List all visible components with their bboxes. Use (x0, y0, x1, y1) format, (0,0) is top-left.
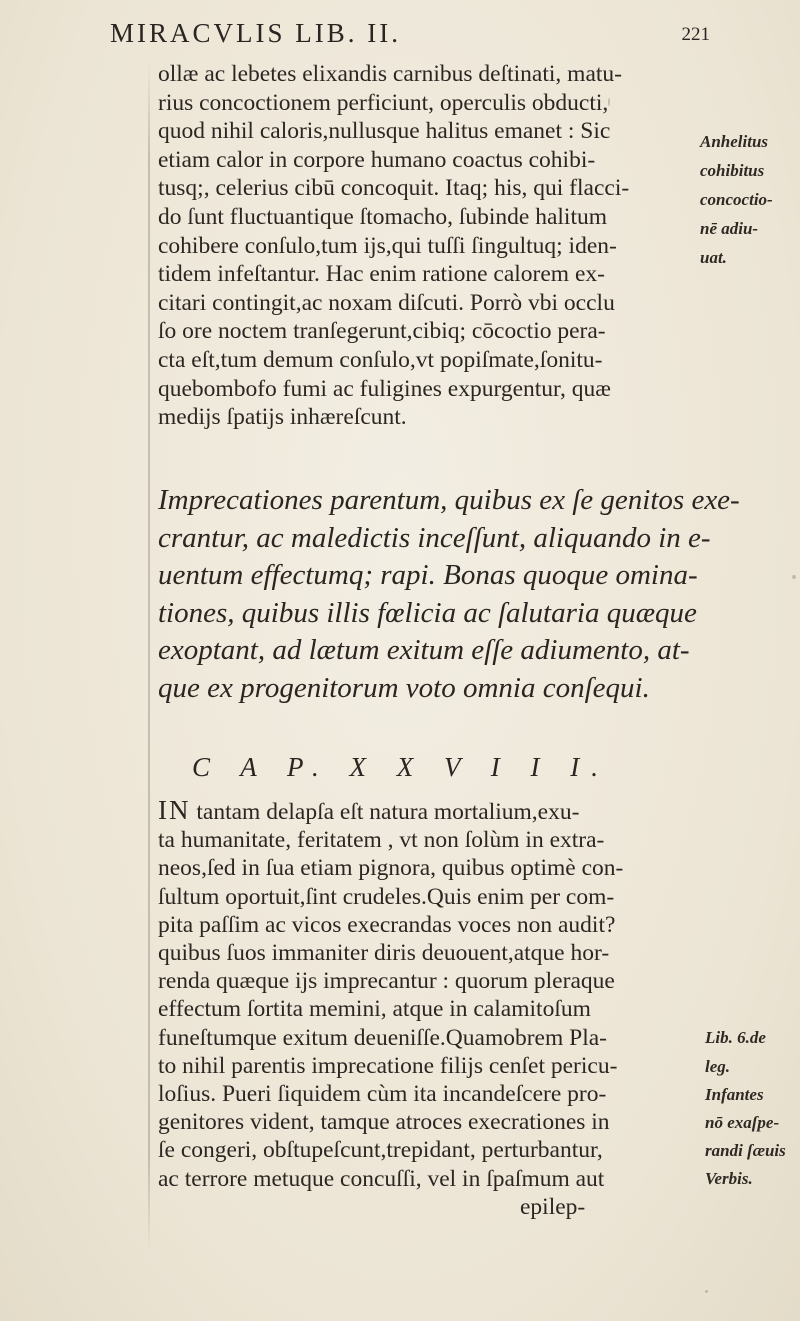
text-line: quebombofo fumi ac fuligines expurgentur, quæ (158, 375, 611, 402)
text-line: rius concoctionem perficiunt, operculis obducti, (158, 89, 609, 116)
text-line: quod nihil caloris,nullusque halitus emanet : Sic (158, 118, 611, 145)
marginal-note: Verbis. (705, 1169, 753, 1188)
page-number: 221 (681, 24, 710, 45)
page-header (110, 18, 710, 58)
marginal-note: Infantes (705, 1085, 764, 1104)
text-line: ta humanitate, feritatem , vt non ſolùm in extra- (158, 827, 605, 854)
text-line: etiam calor in corpore humano coactus cohibi- (158, 146, 596, 173)
text-line: ſultum oportuit,ſint crudeles.Quis enim per com- (158, 883, 615, 910)
text-line: funeſtumque exitum deueniſſe.Quamobrem Pla- (158, 1024, 607, 1051)
text-line: do ſunt fluctuantique ſtomacho, ſubinde halitum (158, 203, 608, 230)
summary-line: uentum effectumq; rapi. Bonas quoque omina- (158, 559, 698, 591)
text-line: tusq;, celerius cibū concoquit. Itaq; his, qui flacci- (158, 175, 630, 202)
paper-speck (608, 98, 610, 106)
paragraph-1 (158, 60, 718, 432)
text-line: neos,ſed in ſua etiam pignora, quibus optimè con- (158, 855, 624, 882)
marginal-note: Lib. 6.de (705, 1028, 766, 1047)
text-line: renda quæque ijs imprecantur : quorum pleraque (158, 968, 615, 995)
text-line: effectum ſortita memini, atque in calamitoſum (158, 996, 591, 1023)
marginal-note: nō exaſpe- (705, 1113, 780, 1132)
text-line: ſe congeri, obſtupeſcunt,trepidant, perturbantur, (158, 1137, 603, 1164)
marginal-note: nē adiu- (700, 219, 759, 238)
text-block-rule (148, 62, 150, 1252)
summary-line: que ex progenitorum voto omnia conſequi. (158, 671, 650, 704)
chapter-heading: C A P. X X V I I I. (192, 752, 611, 782)
initial-letters: IN (158, 795, 191, 825)
summary-line: crantur, ac maledictis inceſſunt, aliquando in e- (158, 521, 711, 554)
text-line: tidem infeſtantur. Hac enim ratione calorem ex- (158, 261, 605, 288)
marginal-note: uat. (700, 248, 727, 267)
text-line: ſo ore noctem tranſegerunt,cibiq; cōcoctio pera- (158, 318, 606, 345)
text-line: cta eſt,tum demum conſulo,vt popiſmate,ſonitu- (158, 346, 603, 373)
text-line: pita paſſim ac vicos execrandas voces non audit? (158, 911, 616, 938)
text-line: quibus ſuos immaniter diris deuouent,atque hor- (158, 940, 610, 967)
text-line: to nihil parentis imprecatione filijs cenſet pericu- (158, 1052, 618, 1079)
chapter-summary (158, 482, 758, 707)
marginal-note: Anhelitus (700, 132, 769, 151)
running-title: MIRACVLIS LIB. II. (110, 18, 401, 48)
paper-speck (792, 575, 796, 579)
text-line: ac terrore metuque concuſſi, vel in ſpaſmum aut (158, 1165, 605, 1192)
text-line: genitores vident, tamque atroces execrationes in (158, 1109, 610, 1136)
text-line: cohibere conſulo,tum ijs,qui tuſſi ſingultuq; iden- (158, 232, 617, 259)
summary-line: tiones, quibus illis fœlicia ac ſalutaria quæque (158, 596, 697, 629)
text-line: loſius. Pueri ſiquidem cùm ita incandeſcere pro- (158, 1081, 607, 1108)
text-line: medijs ſpatijs inhæreſcunt. (158, 404, 407, 431)
catchword: epilep- (520, 1193, 586, 1220)
text-line (158, 796, 718, 826)
summary-line: exoptant, ad lætum exitum eſſe adiumento, at- (158, 634, 690, 666)
summary-line: Imprecationes parentum, quibus ex ſe genitos exe- (158, 484, 740, 516)
marginal-note: leg. (705, 1057, 731, 1076)
marginal-note: cohibitus (700, 161, 765, 180)
marginal-note: concoctio- (700, 190, 773, 209)
paper-speck (705, 1290, 708, 1293)
text-line: ollæ ac lebetes elixandis carnibus deſtinati, matu- (158, 61, 622, 87)
first-line-text: tantam delapſa eſt natura mortalium,exu- (190, 799, 580, 825)
paragraph-2 (158, 796, 718, 1221)
text-line: citari contingit,ac noxam diſcuti. Porrò vbi occlu (158, 289, 615, 316)
marginal-note: randi ſæuis (705, 1141, 786, 1160)
